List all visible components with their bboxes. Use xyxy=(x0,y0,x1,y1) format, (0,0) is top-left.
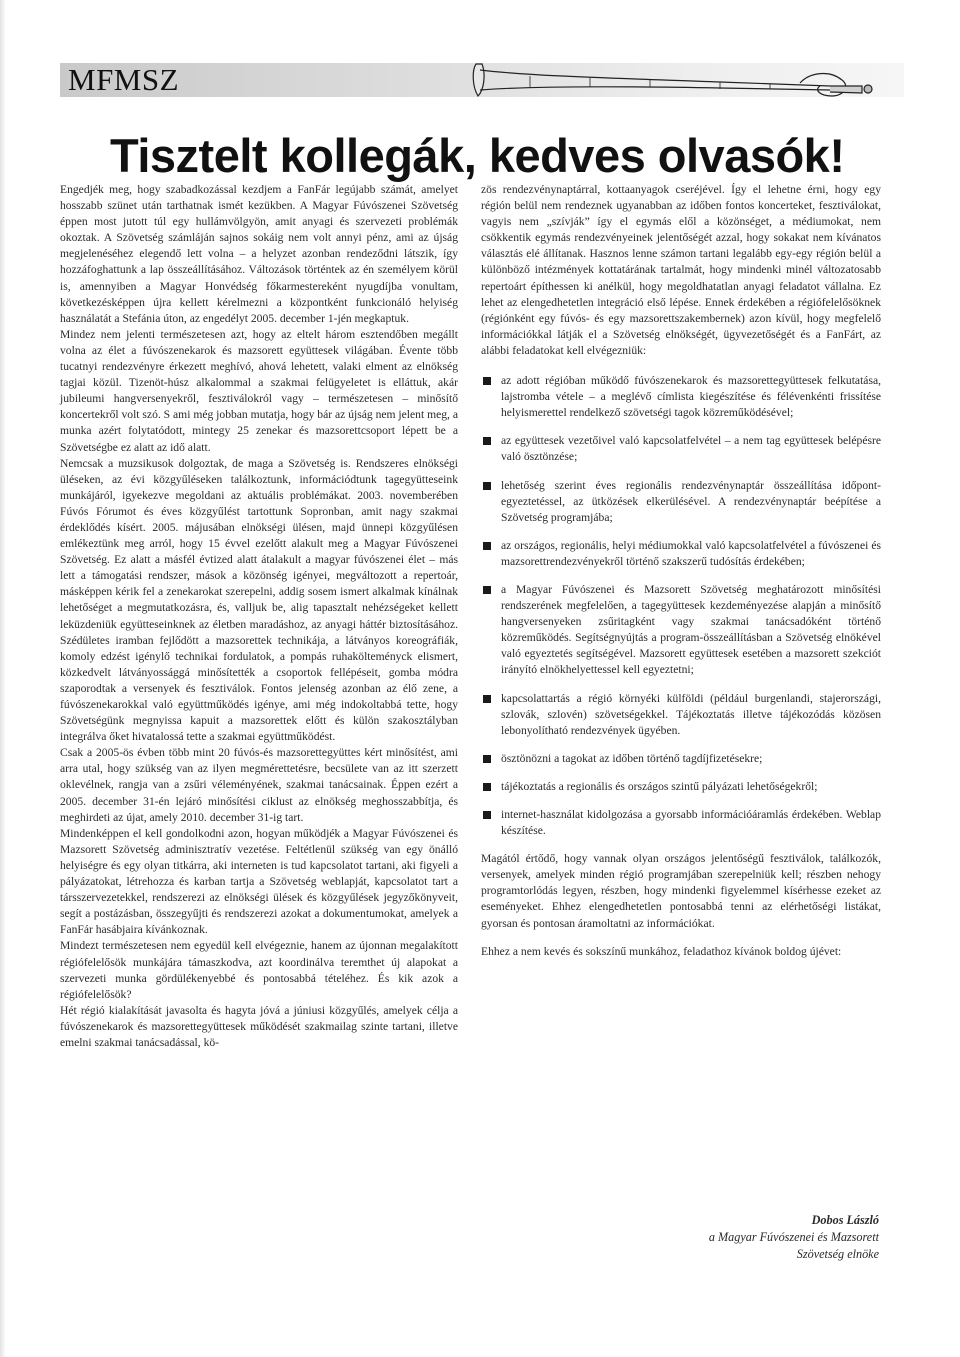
square-bullet-icon xyxy=(483,586,491,594)
list-item: lehetőség szerint éves regionális rendezvénynaptár összeállítása időpont-egyeztetéssel, az ütközések elkerülésével. A rendezvénynaptár beépítése a Szövetség programjába; xyxy=(481,478,881,526)
paragraph: Engedjék meg, hogy szabadkozással kezdjem a FanFár legújabb számát, amelyet hosszabb szünet után tarthatnak ismét kezükben. A Magyar Fúvószenei Szövetség éppen most jutott túl egy hullámvölgyön, amit anyagi és szervezeti problémák okoztak. A Szövetség számláján sajnos sokáig nem volt annyi pénz, ami az újság megjelenéséhez elegendő lett volna – a helyzet azonban rendeződni látszik, így hozzáfoghattunk a lap összeállításához. Változások történtek az én személyem körül is, amennyiben a Magyar Honvédség főkarmestereként nyugdíjba vonultam, következésképpen újra kellett kérelmezni a központként funkcionáló helyiség használatát a Stefánia úton, az engedélyt 2005. december 1-jén megkaptuk. xyxy=(60,183,458,325)
signature xyxy=(600,1212,879,1263)
page-title: Tisztelt kollegák, kedves olvasók! xyxy=(110,129,845,182)
paragraph: Mindezt természetesen nem egyedül kell elvégeznie, hanem az újonnan megalakított régiófelelősök munkájára támaszkodva, azt koordinálva teremthet új alapokat a szervezeti munka gördülékenyebbé és pontosabbá tételéhez. És kik azok a régiófelelősök? xyxy=(60,939,458,1001)
trumpet-icon xyxy=(470,56,880,106)
paragraph: Ehhez a nem kevés és sokszínű munkához, feladathoz kívánok boldog újévet: xyxy=(481,944,842,958)
signature-name: Dobos László xyxy=(811,1213,879,1227)
left-column xyxy=(60,182,458,1051)
square-bullet-icon xyxy=(483,482,491,490)
signature-role: Szövetség elnöke xyxy=(796,1247,879,1261)
list-item: az országos, regionális, helyi médiumokkal való kapcsolatfelvétel a fúvószenei és mazsorettrendezvényekről történő szakszerű tudósítás érdekében; xyxy=(481,538,881,570)
right-column xyxy=(481,182,881,960)
list-item: a Magyar Fúvószenei és Mazsorett Szövetség meghatározott minősítési rendszerének megfelelően, a tagegyüttesek kezdeményezése alapján a minősítő hangversenyeken zsűritagként vagy szakmai tanácsadóként történő közreműködés. Segítségnyújtás a program-összeállításban a Szövetség elnökével való egyeztetés segítségével. Mazsorett együttesek esetében a mazsorett szekciót irányító elnökhelyettessel kell egyeztetni; xyxy=(481,582,881,679)
signature-role: a Magyar Fúvószenei és Mazsorett xyxy=(708,1230,879,1244)
list-item: az adott régióban működő fúvószenekarok és mazsorettegyüttesek felkutatása, lajstromba vétele – a meglévő címlista kiegészítése és félévenkénti frissítése helyismerettel rendelkező szövetségi tagok közreműködésével; xyxy=(481,373,881,421)
square-bullet-icon xyxy=(483,437,491,445)
square-bullet-icon xyxy=(483,755,491,763)
scan-edge xyxy=(0,0,6,1357)
paragraph: Csak a 2005-ös évben több mint 20 fúvós-és mazsorettegyüttes kért minősítést, ami arra utal, hogy szükség van az ilyen megmérettetésre, becsülete van az itt szerzett oklevélnek, rangja van a zsűri véleményének, szakmai tanácsainak. Éppen ezért a 2005. december 31-én lejáró minősítési ciklust az elnökség meghosszabbítja, és meghirdeti az újat, amely 2010. december 31-ig tart. xyxy=(60,746,458,824)
paragraph: Mindez nem jelenti természetesen azt, hogy az eltelt három esztendőben megállt volna az élet a fúvószenekarok és mazsorett együttesek világában. Évente több tucatnyi rendezvényre érkezett meghívó, ahová lehetett, valaki elment az elnökség tagjai közül. Tizenöt-húsz alkalommal a szakmai felügyeletet is elláttuk, akár jubileumi hangversenyekről, fesztiválokról vagy – természetesen – minősítő koncertekről volt szó. S ami még jobban mutatja, hogy bár az újság nem jelent meg, a munka azért folytatódott, mintegy 25 zenekar és mazsorettcsoport lépett be a Szövetségbe ez alatt az idő alatt. xyxy=(60,327,458,454)
list-item: kapcsolattartás a régió környéki külföldi (például burgenlandi, stajerországi, szlovák, szlovén) szövetségekkel. Tájékoztatás illetve tájékozódás közösen lebonyolítható rendezvények ügyében. xyxy=(481,691,881,739)
square-bullet-icon xyxy=(483,377,491,385)
paragraph: Mindenképpen el kell gondolkodni azon, hogyan működjék a Magyar Fúvószenei és Mazsorett Szövetség adminisztratív vezetése. Feltétlenül szükség van egy önálló helyiségre és egy olyan titkárra, aki interneten is tud kapcsolatot tartani, aki figyeli a pályázatokat, létrehozza és karban tartja a Szövetség weblapját, kapcsolatot tart a társszervezetekkel, rendszerezi az elnökségi ülések és közgyűlések jegyzőkönyveit, segít a postázásban, összegyűjti és rendszerezi azokat a dokumentumokat, amelyek a FanFár hasábjaira kívánkoznak. xyxy=(60,826,458,937)
paragraph: Magától értődő, hogy vannak olyan országos jelentőségű fesztiválok, találkozók, versenyek, amelyek minden régió programjában szerepelniük kell; részben nehogy programtorlódás legyen, részben, hogy mindenki figyelemmel kísérhesse ezeket az eseményeket. Ehhez elengedhetetlen pontosabbá tenni az elérhetőségi listákat, gyorsan és pontosan áramoltatni az információkat. xyxy=(481,852,881,930)
list-item: ösztönözni a tagokat az időben történő tagdíjfizetésekre; xyxy=(481,751,881,767)
square-bullet-icon xyxy=(483,695,491,703)
square-bullet-icon xyxy=(483,542,491,550)
square-bullet-icon xyxy=(483,811,491,819)
task-list xyxy=(481,373,881,839)
brand-logo: MFMSZ xyxy=(68,62,180,97)
paragraph: Nemcsak a muzsikusok dolgoztak, de maga a Szövetség is. Rendszeres elnökségi üléseken, az évi közgyűléseken találkoztunk, információdtunk tagegyütteseink munkájáról, igyekezve megoldani az aktuális problémákat. 2003. novemberében Fúvós Fórumot és éves közgyűlést tartottunk Sopronban, amit nagy szakmai érdeklődés kísért. 2005. májusában elnökségi ülésen, majd ünnepi közgyűlésen emlékeztünk meg arról, hogy 15 évvel ezelőtt alakult meg a Magyar Fúvószenei Szövetség. Ez alatt a másfél évtized alatt átalakult a magyar fúvószenei élet – más lett a támogatási rendszer, mások a közönség igényei, megváltozott a repertoár, másképpen kérik fel a zenekarokat szerepelni, addig sosem ismert alkalmak kínálnak lehetőséget a megmutatkozásra, és, valljuk be, alig tapasztalt nehézségeket kellett leküzdeniük együtteseinknek az életben maradáshoz, az anyagi háttér biztosításához. Szédületes iramban fejlődött a mazsorettek technikája, a látványos koreográfiák, komoly edzést igénylő technikai fordulatok, a pompás ruhakölteményck elismert, közkedvelt látványossággá minősítették a csoportok fellépéseit, gomba módra szaporodtak a versenyek és fesztiválok. Fontos jelenség azonban az élő zene, a fúvószenekarokkal való együttműködés igénye, ami még indokoltabbá tette, hogy Szövetségünk megnyissa kapuit a mazsorettek előtt és külön szakosztályban integrálva őket hivatalossá tette a szakmai együttműködést. xyxy=(60,456,458,744)
paragraph: zös rendezvénynaptárral, kottaanyagok cseréjével. Így el lehetne érni, hogy egy régión belül nem rendeznek ugyanabban az időben fontos koncerteket, fesztiválokat, vagyis nem „szívják” így el egymás elől a közönséget, a médiumokat, nem csökkentik egymás rendezvényeinek jelentőségét azzal, hogy sokakat nem kívánatos választás elé állítanak. Hasznos lenne számon tartani legalább egy-egy régión belül a különböző intézmények kottatárának tartalmát, hogy mindenki minél változatosabb repertoárt építhessen ki anélkül, hogy megoldhatatlan anyagi feladatot vállalna. Ez lehet az elengedhetetlen integráció első lépése. Ennek érdekében a régiófelelősöknek (régiónként egy fúvós- és egy mazsorettszakembernek) azon kívül, hogy megfelelő információkkal látják el a Szövetség elnökségét, ügyvezetőségét és a FanFárt, az alábbi feladatokat kell elvégezniük: xyxy=(481,183,881,357)
square-bullet-icon xyxy=(483,783,491,791)
paragraph: Hét régió kialakítását javasolta és hagyta jóvá a júniusi közgyűlés, amelyek célja a fúvószenekarok és mazsorettegyüttesek működését szakmailag szinte tartani, illetve emelni szakmai tanácsadással, kö- xyxy=(60,1003,458,1049)
list-item: tájékoztatás a regionális és országos szintű pályázati lehetőségekről; xyxy=(481,779,881,795)
list-item: internet-használat kidolgozása a gyorsabb információáramlás érdekében. Weblap készítése. xyxy=(481,807,881,839)
list-item: az együttesek vezetőivel való kapcsolatfelvétel – a nem tag együttesek belépésre való ösztönzése; xyxy=(481,433,881,465)
